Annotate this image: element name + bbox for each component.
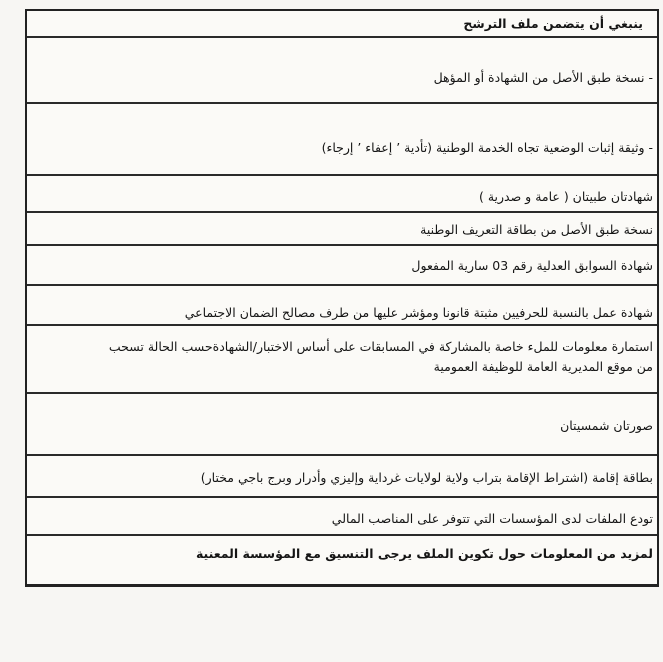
table-row xyxy=(27,456,657,498)
item-text: بطاقة إقامة (اشتراط الإقامة بتراب ولاية لولايات غرداية وإليزي وأدرار وبرج باجي مختار) xyxy=(200,470,653,485)
table-row xyxy=(27,394,657,456)
table-row xyxy=(27,536,657,584)
item-text: شهادتان طبيتان ( عامة و صدرية ) xyxy=(478,189,653,204)
item-text: من موقع المديرية العامة للوظيفة العمومية xyxy=(433,359,653,374)
table-row xyxy=(27,213,657,246)
item-text: - نسخة طبق الأصل من الشهادة أو المؤهل xyxy=(433,70,653,85)
table-row xyxy=(27,104,657,176)
item-text: شهادة عمل بالنسبة للحرفيين مثبتة قانونا ومؤشر عليها من طرف مصالح الضمان الاجتماعي xyxy=(184,305,653,320)
table-header xyxy=(27,11,657,38)
table-row xyxy=(27,38,657,104)
item-text: شهادة السوابق العدلية رقم 03 سارية المفعول xyxy=(411,258,653,273)
requirements-table xyxy=(25,9,659,587)
item-text: لمزيد من المعلومات حول تكوين الملف يرجى التنسيق مع المؤسسة المعنية xyxy=(195,546,653,561)
item-text: تودع الملفات لدى المؤسسات التي تتوفر على المناصب المالي xyxy=(331,511,653,526)
table-row xyxy=(27,176,657,213)
item-text: استمارة معلومات للملء خاصة بالمشاركة في المسابقات على أساس الاختبار/الشهادةحسب الحالة تسحب xyxy=(108,339,653,354)
header-text: ينبغي أن يتضمن ملف الترشح xyxy=(463,15,643,31)
table-row xyxy=(27,326,657,394)
item-text: صورتان شمسيتان xyxy=(560,418,653,433)
table-row xyxy=(27,246,657,286)
item-text: - وثيقة إثبات الوضعية تجاه الخدمة الوطنية (تأدية ’ إعفاء ’ إرجاء) xyxy=(321,140,653,155)
table-row xyxy=(27,498,657,536)
item-text: نسخة طبق الأصل من بطاقة التعريف الوطنية xyxy=(420,222,653,237)
table-row xyxy=(27,286,657,326)
